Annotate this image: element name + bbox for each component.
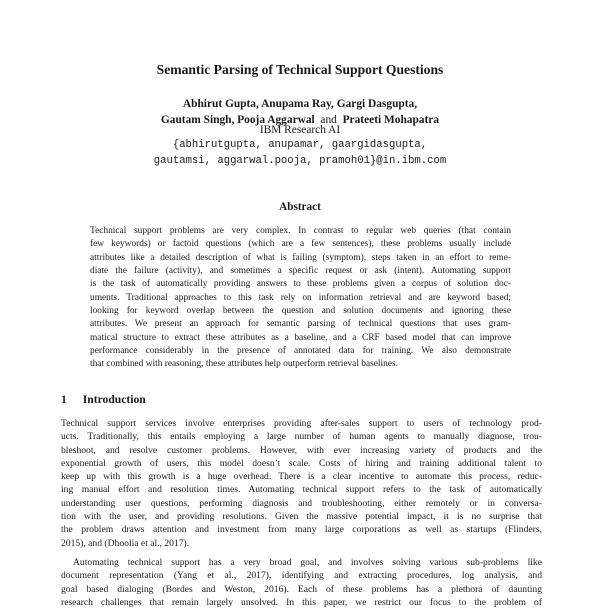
abstract-line: few keywords) or factoid questions (which are a few sentences), these problems usually include: [90, 239, 511, 250]
section-title: Introduction: [82, 393, 146, 406]
author-line-1: Abhirut Gupta, Anupama Ray, Gargi Dasgupta,: [182, 98, 418, 110]
body-line: bleshoot, and resolve customer problems. However, with ever increasing variety of products and the: [61, 444, 542, 456]
abstract-line: is the task of automatically providing answers to these problems given a corpus of solution doc-: [90, 279, 511, 290]
email-line-1: {abhirutgupta, anupamar, gaargidasgupta,: [172, 139, 428, 151]
abstract-line: diate the failure (activity), and sometimes a specific request or ask (intent). Automating support: [90, 266, 511, 277]
abstract-line: Technical support problems are very complex. In contrast to regular web queries (that contain: [90, 226, 511, 236]
body-line: the problem draws attention and investment from many large corporations as well as startups (Flinders,: [61, 524, 542, 536]
body-line: Technical support services involve enterprises providing after-sales support to users of technology prod-: [61, 418, 542, 429]
abstract-line: attributes like a detailed description of what is failing (symptom), steps taken in an effort to reme-: [90, 252, 511, 263]
abstract-line: performance considerably in the presence of annotated data for training. We also demonstrate: [90, 346, 511, 357]
body-line: ucts. Traditionally, this entails employing a large number of human agents to manually diagnose, trou-: [61, 431, 542, 443]
body-line: exponential growth of users, this model doesn’t scale. Costs of hiring and training additional talent to: [61, 457, 542, 469]
author-names-part1: Gautam Singh, Pooja Aggarwal: [160, 114, 315, 126]
body-line: 2015), and (Dhoolia et al., 2017).: [61, 537, 190, 549]
author-names-part2: Prateeti Mohapatra: [342, 114, 440, 126]
abstract-line: matical structure to extract these attributes as a baseline, and a CRF based model that can improve: [90, 332, 511, 343]
section-heading-introduction: [61, 393, 146, 407]
email-line-2: gautamsi, aggarwal.pooja, pramoh01}@in.ibm.com: [153, 155, 447, 167]
paper-title: Semantic Parsing of Technical Support Questions: [156, 62, 444, 77]
body-line: document representation (Yang et al., 2017), identifying and extracting procedures, log analysis, and: [61, 570, 542, 582]
body-line: keep up with this growth is a huge overhead. There is a clear incentive to automate this process, reduc-: [61, 471, 542, 483]
introduction-text: [61, 417, 542, 609]
body-line: Automating technical support has a very broad goal, and involves solving various sub-problems like: [73, 556, 542, 568]
author-emails: [0, 137, 600, 169]
affiliation: IBM Research AI: [259, 124, 341, 136]
abstract-line: uments. Traditional approaches to this task rely on information retrieval and are keyword based;: [90, 292, 511, 303]
abstract-heading: Abstract: [279, 201, 321, 213]
abstract-line: that combined with reasoning, these attributes help outperform retrieval baselines.: [90, 359, 398, 370]
abstract-line: attributes. We present an approach for semantic parsing of technical questions that uses gram-: [90, 319, 511, 330]
body-line: ing manual effort and resolution times. Automating technical support refers to the task of automatically: [61, 484, 542, 496]
body-line: tion with the user, and providing resolutions. Given the massive potential impact, it is no surprise that: [61, 511, 542, 523]
author-conjunction: and: [320, 114, 337, 126]
body-line: goal based dialoging (Bordes and Weston, 2016). Each of these problems has a plethora of daunting: [61, 583, 542, 595]
abstract-line: looking for keyword overlap between the question and solution documents and ignoring these: [90, 306, 511, 317]
body-line: research challenges that remain largely unsolved. In this paper, we restrict our focus to the problem of: [61, 596, 542, 608]
abstract-text: [90, 225, 511, 372]
body-line: understanding user questions, performing diagnosis and troubleshooting, either remotely or in conversa-: [61, 497, 542, 509]
section-number: 1: [61, 393, 67, 406]
